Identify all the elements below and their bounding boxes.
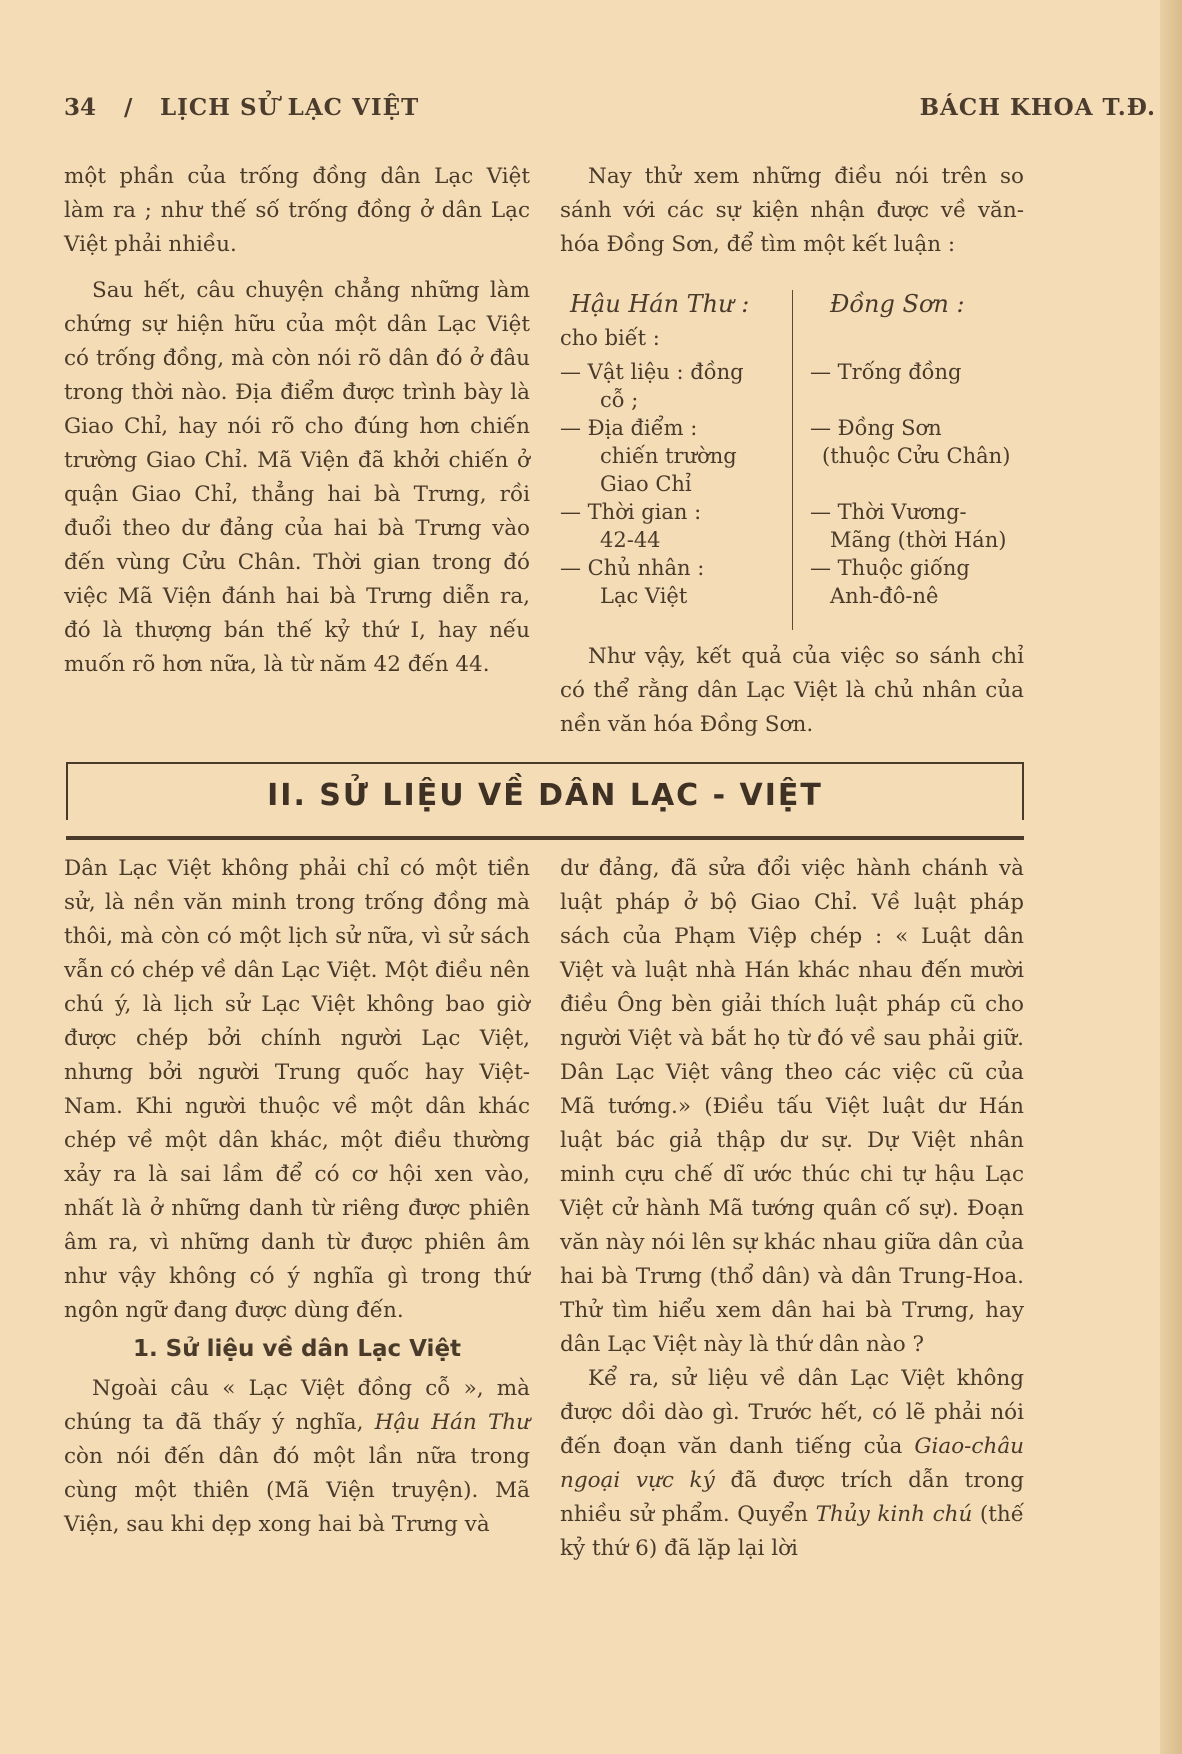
list-item: — Thuộc giống <box>810 556 970 580</box>
subheading: 1. Sử liệu về dân Lạc Việt <box>132 1336 462 1362</box>
column-right-top <box>560 160 1024 262</box>
list-item: — Thời gian : <box>560 500 702 524</box>
list-item: — Địa điểm : <box>560 416 698 440</box>
page-spine <box>1160 0 1182 1754</box>
list-item: cỗ ; <box>600 388 639 412</box>
left-heading: Hậu Hán Thư : <box>570 290 750 318</box>
column-left-bottom <box>64 852 530 1542</box>
book-title: Giao-châu ngoại vực ký <box>560 1434 1024 1493</box>
section-header-box <box>66 762 1024 842</box>
paragraph: dư đảng, đã sửa đổi việc hành chánh và luật pháp ở bộ Giao Chỉ. Về luật pháp sách của Phạm Việp chép : « Luật dân Việt và luật nhà Hán khác nhau đến mười điều Ông bèn giải thích luật pháp cũ cho người Việt và bắt họ từ đó về sau phải giữ. Dân Lạc Việt vâng theo các việc cũ của Mã tướng.» (Điều tấu Việt luật dư Hán luật bác giả thập dư sự. Dự Việt nhân minh cựu chế dĩ ước thúc chi tự hậu Lạc Việt cử hành Mã tướng quân cố sự). Đoạn văn này nói lên sự khác nhau giữa dân của hai bà Trưng (thổ dân) và dân Trung-Hoa. Thử tìm hiểu xem dân hai bà Trưng, hay dân Lạc Việt này là thứ dân nào ? <box>560 856 1024 1357</box>
text-run: (thế kỷ thứ 6) đã lặp lại lời <box>560 1502 1025 1561</box>
right-heading: Đồng Sơn : <box>830 290 965 318</box>
list-item: Anh-đô-nê <box>830 584 939 608</box>
conclusion-paragraph <box>560 640 1024 742</box>
paragraph <box>64 1372 530 1542</box>
section-rule-bottom <box>66 836 1024 840</box>
left-sub: cho biết : <box>560 326 660 350</box>
paragraph: Sau hết, câu chuyện chẳng những làm chứng sự hiện hữu của một dân Lạc Việt có trống đồng, mà còn nói rõ dân đó ở đâu trong thời nào. Địa điểm được trình bày là Giao Chỉ, hay nói rõ cho đúng hơn chiến trường Giao Chỉ. Mã Viện đã khởi chiến ở quận Giao Chỉ, thẳng hai bà Trưng, rồi đuổi theo dư đảng của hai bà Trưng vào đến vùng Cửu Chân. Thời gian trong đó việc Mã Viện đánh hai bà Trưng diễn ra, đó là thượng bán thế kỷ thứ I, hay nếu muốn rõ hơn nữa, là từ năm 42 đến 44. <box>64 278 530 677</box>
header-separator: / <box>124 94 133 121</box>
list-item: Giao Chỉ <box>600 472 692 496</box>
column-left-top <box>64 160 530 682</box>
paragraph <box>560 1362 1024 1566</box>
list-item: chiến trường <box>600 444 737 468</box>
paragraph: Như vậy, kết quả của việc so sánh chỉ có thể rằng dân Lạc Việt là chủ nhân của nền văn hóa Đồng Sơn. <box>560 644 1024 737</box>
list-item: Lạc Việt <box>600 584 688 608</box>
list-item: (thuộc Cửu Chân) <box>822 444 1011 468</box>
list-item: Mãng (thời Hán) <box>830 528 1007 552</box>
section-title: II. SỬ LIỆU VỀ DÂN LẠC - VIỆT <box>267 778 823 813</box>
running-title: LỊCH SỬ LẠC VIỆT <box>160 94 420 121</box>
book-title: Hậu Hán Thư <box>374 1410 530 1435</box>
paragraph: Nay thử xem những điều nói trên so sánh với các sự kiện nhận được về văn-hóa Đồng Sơn, để tìm một kết luận : <box>560 164 1024 257</box>
book-title: Thủy kinh chú <box>815 1502 973 1527</box>
magazine-name: BÁCH KHOA T.Đ. <box>919 94 1156 121</box>
text-run: Kể ra, sử liệu về dân Lạc Việt không được dồi dào gì. Trước hết, có lẽ phải nói đến đoạn văn danh tiếng của <box>560 1366 1024 1459</box>
list-item: — Thời Vương- <box>810 500 967 524</box>
text-run: Ngoài câu « Lạc Việt đồng cỗ », mà chúng ta đã thấy ý nghĩa, <box>64 1376 530 1435</box>
text-run: đã được trích dẫn trong nhiều sử phẩm. Quyển <box>560 1468 1024 1527</box>
paragraph: một phần của trống đồng dân Lạc Việt làm ra ; như thế số trống đồng ở dân Lạc Việt phải nhiều. <box>64 164 530 257</box>
running-header <box>64 94 1156 134</box>
section-rule-top <box>66 762 1024 764</box>
paragraph: Dân Lạc Việt không phải chỉ có một tiền sử, là nền văn minh trong trống đồng mà thôi, mà còn có một lịch sử nữa, vì sử sách vẫn có chép về dân Lạc Việt. Một điều nên chú ý, là lịch sử Lạc Việt không bao giờ được chép bởi chính người Lạc Việt, nhưng bởi người Trung quốc hay Việt-Nam. Khi người thuộc về một dân khác chép về một dân khác, một điều thường xảy ra là sai lầm để có cơ hội xen vào, nhất là ở những danh từ riêng được phiên âm ra, vì những danh từ được phiên âm như vậy không có ý nghĩa gì trong thứ ngôn ngữ đang được dùng đến. <box>64 856 530 1323</box>
comparison-table <box>560 290 1024 630</box>
text-run: còn nói đến dân đó một lần nữa trong cùng một thiên (Mã Viện truyện). Mã Viện, sau khi dẹp xong hai bà Trưng và <box>64 1444 530 1537</box>
list-item: — Chủ nhân : <box>560 556 705 580</box>
list-item: — Vật liệu : đồng <box>560 360 744 384</box>
column-right-bottom <box>560 852 1024 1566</box>
list-item: — Đồng Sơn <box>810 416 942 440</box>
list-item: — Trống đồng <box>810 360 962 384</box>
list-item: 42-44 <box>600 528 661 552</box>
page-number: 34 <box>64 94 97 121</box>
